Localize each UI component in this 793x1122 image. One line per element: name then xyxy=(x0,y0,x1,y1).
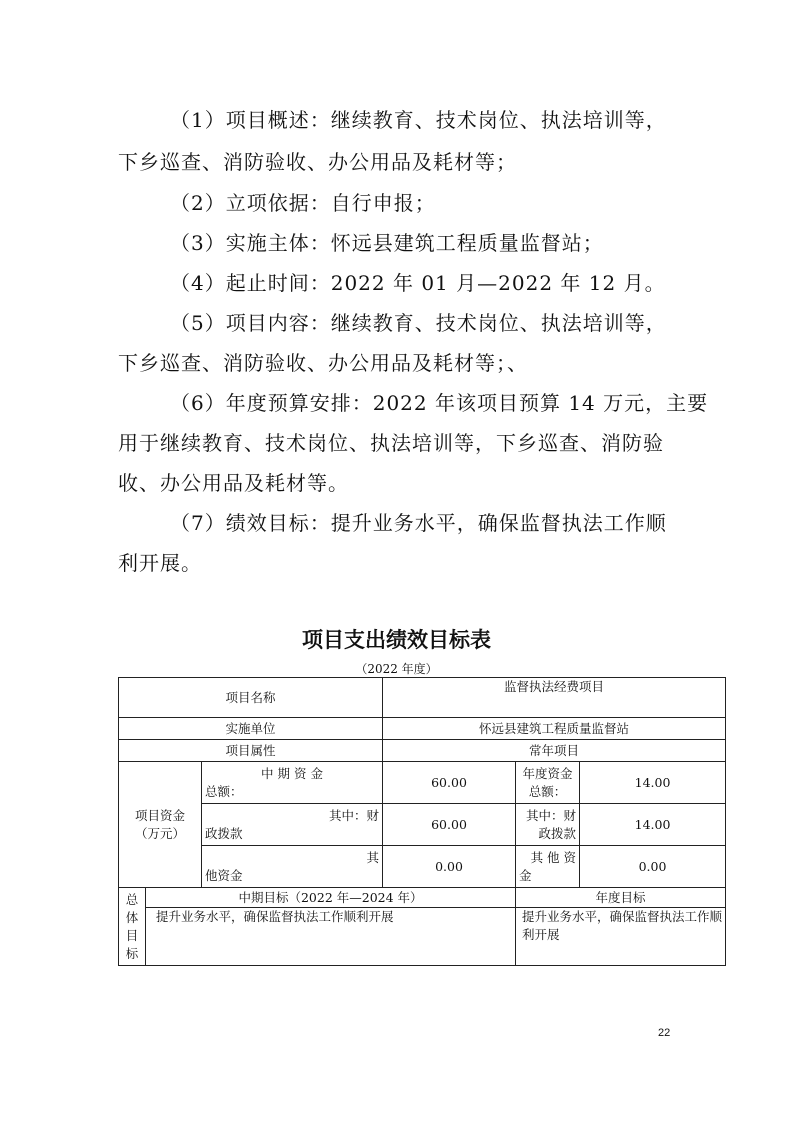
funds-label-line: （万元） xyxy=(134,825,185,841)
funds-label-line: 项目资金 xyxy=(134,807,185,823)
year-fiscal-label: 其中：财政拨款 xyxy=(516,804,580,846)
table-row xyxy=(119,718,726,740)
body-line: （5）项目内容：继续教育、技术岗位、执法培训等， xyxy=(170,311,667,335)
year-total-value: 14.00 xyxy=(580,762,726,804)
label-line: 金 xyxy=(519,867,532,883)
body-line: 利开展。 xyxy=(118,551,202,575)
year-total-label: 年度资金总额： xyxy=(516,762,580,804)
project-name-value: 监督执法经费项目 xyxy=(383,678,726,718)
body-line: 收、办公用品及耗材等。 xyxy=(118,471,349,495)
attribute-label: 项目属性 xyxy=(119,740,383,762)
body-line: （7）绩效目标：提升业务水平，确保监督执法工作顺 xyxy=(170,511,667,535)
year-goal-text: 提升业务水平，确保监督执法工作顺利开展 xyxy=(516,908,726,966)
performance-goal-table xyxy=(118,677,726,966)
overall-char: 目 xyxy=(125,927,139,943)
page-number: 22 xyxy=(658,1027,671,1039)
table-subtitle: （2022 年度） xyxy=(355,662,438,676)
year-other-value: 0.00 xyxy=(580,846,726,888)
table-row xyxy=(119,762,726,804)
table-row xyxy=(119,678,726,718)
body-line: （6）年度预算安排：2022 年该项目预算 14 万元，主要 xyxy=(170,391,709,415)
table-title: 项目支出绩效目标表 xyxy=(302,628,491,652)
mid-total-label xyxy=(202,762,383,804)
label-line: 他资金 xyxy=(205,867,243,883)
year-goal-header: 年度目标 xyxy=(516,888,726,908)
table-row xyxy=(119,846,726,888)
body-line: 下乡巡查、消防验收、办公用品及耗材等； xyxy=(118,150,517,174)
body-line: （4）起止时间：2022 年 01 月—2022 年 12 月。 xyxy=(170,271,666,295)
body-line: （1）项目概述：继续教育、技术岗位、执法培训等， xyxy=(170,108,667,132)
body-line: （2）立项依据：自行申报； xyxy=(170,191,436,215)
label-line: 中 期 资 金 xyxy=(261,765,323,781)
label-line: 其中：财 xyxy=(329,807,380,823)
body-line: 用于继续教育、技术岗位、执法培训等，下乡巡查、消防验 xyxy=(118,431,664,455)
year-fiscal-value: 14.00 xyxy=(580,804,726,846)
mid-fiscal-value: 60.00 xyxy=(383,804,516,846)
project-name-label: 项目名称 xyxy=(119,678,383,718)
year-other-label xyxy=(516,846,580,888)
table-row xyxy=(119,908,726,966)
funds-label xyxy=(119,762,202,888)
overall-char: 总 xyxy=(125,891,139,907)
mid-other-value: 0.00 xyxy=(383,846,516,888)
mid-total-value: 60.00 xyxy=(383,762,516,804)
table-row xyxy=(119,804,726,846)
table-row xyxy=(119,740,726,762)
unit-label: 实施单位 xyxy=(119,718,383,740)
overall-char: 标 xyxy=(125,945,139,961)
attribute-value: 常年项目 xyxy=(383,740,726,762)
label-line: 其 xyxy=(366,849,380,865)
label-line: 政拨款 xyxy=(205,825,243,841)
overall-char: 体 xyxy=(125,909,139,925)
label-line: 总额： xyxy=(205,783,243,799)
overall-goal-label xyxy=(119,888,146,966)
mid-fiscal-label xyxy=(202,804,383,846)
label-line: 其 他 资 xyxy=(530,849,577,865)
table-row xyxy=(119,888,726,908)
body-line: （3）实施主体：怀远县建筑工程质量监督站； xyxy=(170,231,604,255)
mid-goal-header: 中期目标（2022 年—2024 年） xyxy=(146,888,516,908)
mid-goal-text: 提升业务水平，确保监督执法工作顺利开展 xyxy=(146,908,516,966)
mid-other-label xyxy=(202,846,383,888)
unit-value: 怀远县建筑工程质量监督站 xyxy=(383,718,726,740)
body-line: 下乡巡查、消防验收、办公用品及耗材等；、 xyxy=(118,351,528,375)
